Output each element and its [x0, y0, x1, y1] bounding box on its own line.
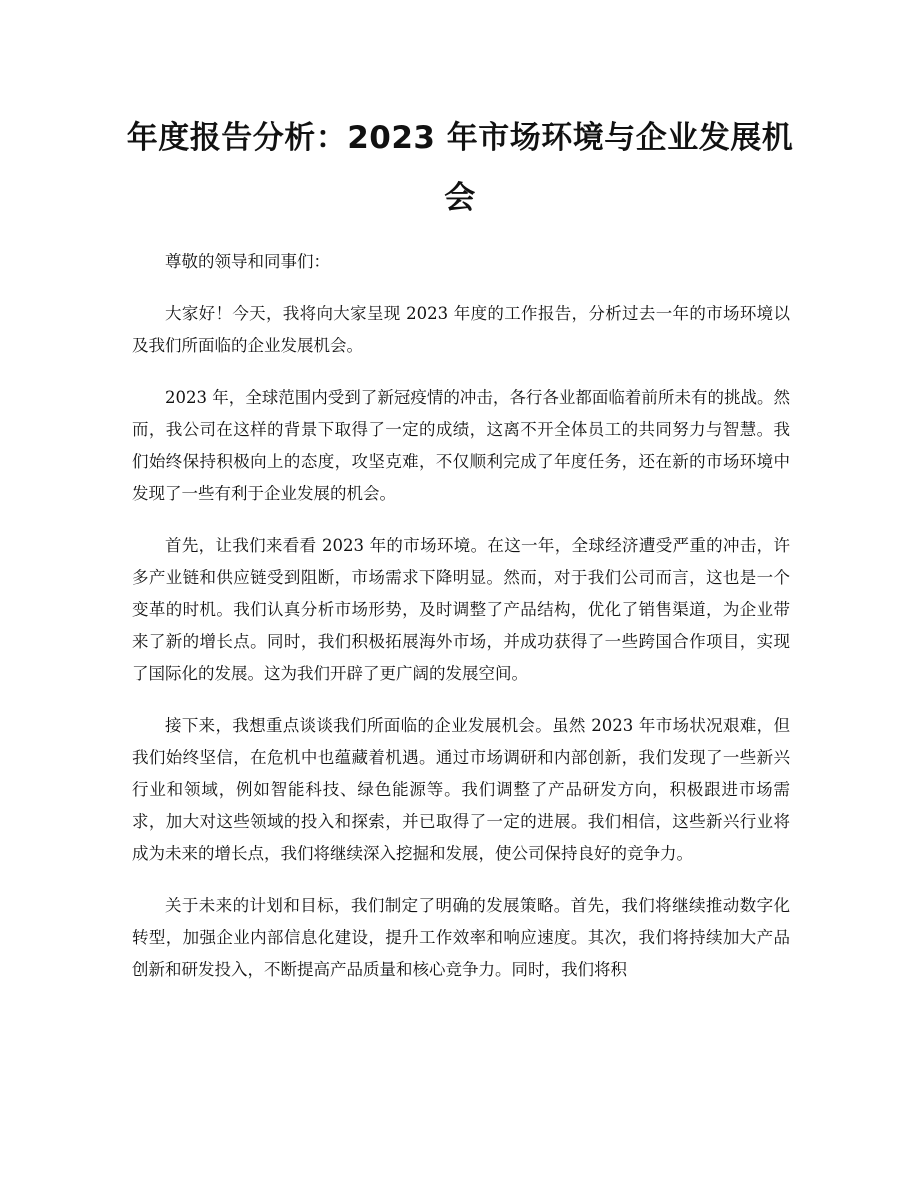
salutation-paragraph: 尊敬的领导和同事们：	[165, 252, 330, 271]
document-title: 年度报告分析：2023 年市场环境与企业发展机会	[126, 120, 794, 216]
document-body	[132, 246, 790, 1006]
intro-paragraph: 大家好！今天，我将向大家呈现 2023 年度的工作报告，分析过去一年的市场环境以及我们所面临的企业发展机会。	[132, 304, 790, 355]
development-opportunities-paragraph: 接下来，我想重点谈谈我们所面临的企业发展机会。虽然 2023 年市场状况艰难，但我们始终坚信，在危机中也蕴藏着机遇。通过市场调研和内部创新，我们发现了一些新兴行业和领域，例如智能科技、绿色能源等。我们调整了产品研发方向，积极跟进市场需求，加大对这些领域的投入和探索，并已取得了一定的进展。我们相信，这些新兴行业将成为未来的增长点，我们将继续深入挖掘和发展，使公司保持良好的竞争力。	[132, 716, 790, 863]
overview-paragraph: 2023 年，全球范围内受到了新冠疫情的冲击，各行各业都面临着前所未有的挑战。然而，我公司在这样的背景下取得了一定的成绩，这离不开全体员工的共同努力与智慧。我们始终保持积极向上的态度，攻坚克难，不仅顺利完成了年度任务，还在新的市场环境中发现了一些有利于企业发展的机会。	[132, 388, 790, 503]
market-environment-paragraph: 首先，让我们来看看 2023 年的市场环境。在这一年，全球经济遭受严重的冲击，许多产业链和供应链受到阻断，市场需求下降明显。然而，对于我们公司而言，这也是一个变革的时机。我们认真分析市场形势，及时调整了产品结构，优化了销售渠道，为企业带来了新的增长点。同时，我们积极拓展海外市场，并成功获得了一些跨国合作项目，实现了国际化的发展。这为我们开辟了更广阔的发展空间。	[132, 536, 790, 683]
future-plans-paragraph: 关于未来的计划和目标，我们制定了明确的发展策略。首先，我们将继续推动数字化转型，加强企业内部信息化建设，提升工作效率和响应速度。其次，我们将持续加大产品创新和研发投入，不断提高产品质量和核心竞争力。同时，我们将积	[132, 896, 790, 979]
